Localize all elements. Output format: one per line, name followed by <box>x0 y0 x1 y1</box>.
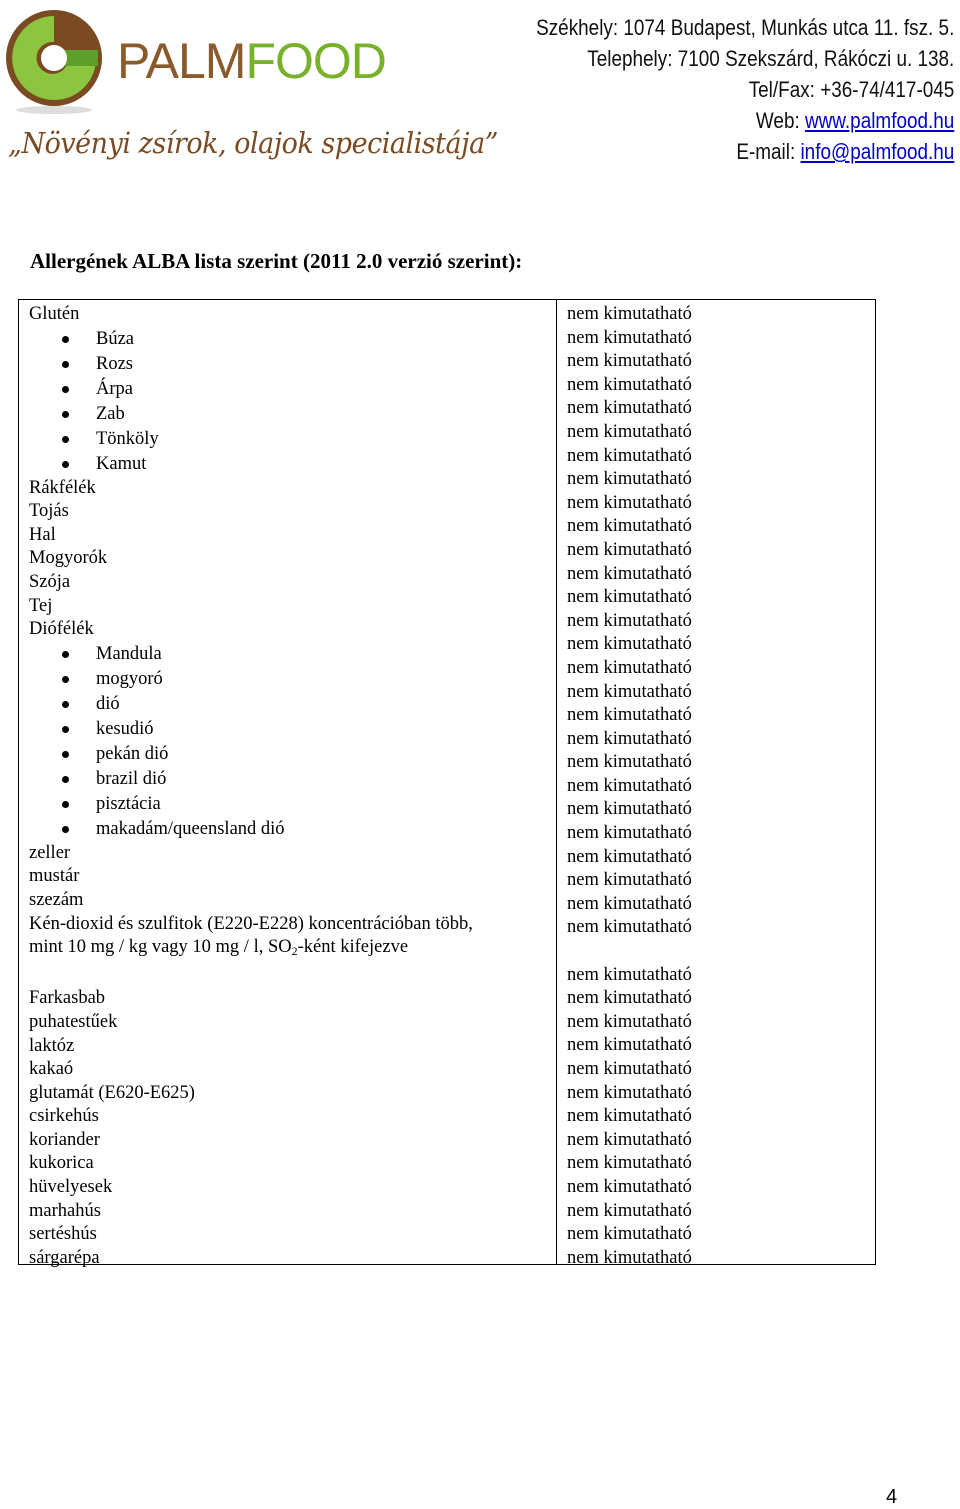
company-logo <box>2 6 499 166</box>
allergen-item <box>29 1176 549 1200</box>
status-cell <box>567 798 867 822</box>
sulfite-line2b: -ként kifejezve <box>297 937 409 958</box>
phone-fax: Tel/Fax: +36-74/417-045 <box>748 77 954 102</box>
allergen-item <box>29 524 549 548</box>
allergen-item <box>29 1011 549 1035</box>
row-label: nem kimutatható <box>567 1200 692 1221</box>
allergen-subitem <box>29 767 549 792</box>
allergen-item <box>29 1058 549 1082</box>
row-label: nem kimutatható <box>567 587 692 608</box>
allergen-item <box>29 987 549 1011</box>
row-label: Mandula <box>96 643 162 664</box>
row-label: nem kimutatható <box>567 1129 692 1150</box>
row-label: nem kimutatható <box>567 1035 692 1056</box>
status-cell <box>567 1058 867 1082</box>
row-label: nem kimutatható <box>567 421 692 442</box>
status-cell <box>567 822 867 846</box>
status-cell <box>567 704 867 728</box>
status-cell <box>567 681 867 705</box>
slogan: „Növényi zsírok, olajok specialistája” <box>8 126 499 160</box>
row-label: nem kimutatható <box>567 1059 692 1079</box>
row-label: Kamut <box>96 453 147 474</box>
row-label: nem kimutatható <box>567 327 692 348</box>
site-address: Telephely: 7100 Szekszárd, Rákóczi u. 138. <box>586 46 954 71</box>
row-label: mogyoró <box>96 668 163 689</box>
row-label: Glutén <box>29 304 80 324</box>
row-label: nem kimutatható <box>567 374 692 395</box>
row-label: csirkehús <box>29 1106 99 1127</box>
allergen-column <box>29 303 549 1270</box>
status-cell <box>567 539 867 563</box>
row-label: nem kimutatható <box>567 988 692 1009</box>
row-label: nem kimutatható <box>567 823 692 844</box>
row-label: nem kimutatható <box>567 516 692 537</box>
allergen-item <box>29 1223 549 1247</box>
allergen-subitem <box>29 717 549 742</box>
bullet-icon <box>62 726 69 733</box>
sulfite-line2a: mint 10 mg / kg vagy 10 mg / l, SO <box>29 937 292 958</box>
status-cell <box>567 987 867 1011</box>
allergen-item <box>29 1200 549 1224</box>
bullet-icon <box>62 386 69 393</box>
allergen-item <box>29 889 549 913</box>
brand-name <box>117 33 386 89</box>
row-label: nem kimutatható <box>567 445 692 466</box>
brand-name-part1: PALM <box>117 33 246 89</box>
status-cell <box>567 1152 867 1176</box>
row-label: koriander <box>29 1129 100 1150</box>
row-label: sárgarépa <box>29 1247 100 1268</box>
row-label: pisztácia <box>96 793 161 814</box>
row-label: nem kimutatható <box>567 563 692 584</box>
row-label: zeller <box>29 842 71 863</box>
status-cell <box>567 893 867 917</box>
sulfite-line1: Kén-dioxid és szulfitok (E220-E228) koncentrációban több, <box>29 913 473 934</box>
row-label: Búza <box>96 328 135 349</box>
row-label: nem kimutatható <box>567 1224 692 1245</box>
row-label: Tojás <box>29 501 69 522</box>
page-title: Allergének ALBA lista szerint (2011 2.0 verzió szerint): <box>30 249 523 273</box>
allergen-subitem <box>29 352 549 377</box>
row-label: nem kimutatható <box>567 1011 692 1032</box>
row-gap <box>567 940 867 964</box>
allergen-list-1 <box>29 303 549 913</box>
brand-name-part2: FOOD <box>245 33 386 89</box>
status-cell <box>567 1200 867 1224</box>
row-label: hüvelyesek <box>29 1177 113 1198</box>
allergen-item <box>29 842 549 866</box>
status-cell <box>567 1223 867 1247</box>
status-cell <box>567 586 867 610</box>
row-label: nem kimutatható <box>567 752 692 773</box>
row-label: kukorica <box>29 1153 94 1174</box>
allergen-subitem <box>29 452 549 477</box>
status-cell <box>567 350 867 374</box>
row-label: Árpa <box>96 378 133 399</box>
status-cell <box>567 445 867 469</box>
status-list-1 <box>567 303 867 940</box>
row-label: nem kimutatható <box>567 681 692 702</box>
row-label: pekán dió <box>96 743 169 764</box>
bullet-icon <box>62 361 69 368</box>
status-cell <box>567 916 867 940</box>
email-label: E-mail: <box>736 139 801 164</box>
allergen-item <box>29 547 549 571</box>
status-cell <box>567 421 867 445</box>
row-label: nem kimutatható <box>567 1247 692 1268</box>
row-label: mustár <box>29 866 80 887</box>
status-cell <box>567 563 867 587</box>
row-label: Farkasbab <box>29 988 106 1009</box>
allergen-subitem <box>29 377 549 402</box>
sulfite-subscript: 2 <box>291 944 298 959</box>
headquarters-address: Székhely: 1074 Budapest, Munkás utca 11. fsz. 5. <box>535 15 954 40</box>
status-cell <box>567 846 867 870</box>
allergen-item <box>29 618 549 642</box>
status-cell <box>567 751 867 775</box>
row-label: Tej <box>29 595 53 616</box>
row-label: brazil dió <box>96 768 167 789</box>
status-list-2 <box>567 964 867 1271</box>
row-label: makadám/queensland dió <box>96 818 285 839</box>
status-cell <box>567 397 867 421</box>
allergen-item <box>29 1247 549 1271</box>
status-cell <box>567 610 867 634</box>
row-label: glutamát (E620-E625) <box>29 1082 195 1103</box>
row-label: Mogyorók <box>29 548 108 569</box>
row-label: Diófélék <box>29 619 94 640</box>
status-cell <box>567 303 867 327</box>
row-label: nem kimutatható <box>567 1106 692 1127</box>
allergen-item <box>29 1035 549 1059</box>
status-cell <box>567 728 867 752</box>
allergen-table <box>18 299 876 1268</box>
row-label: Hal <box>29 524 56 545</box>
bullet-icon <box>62 701 69 708</box>
row-label: kesudió <box>96 718 154 739</box>
status-cell <box>567 327 867 351</box>
row-label: nem kimutatható <box>567 539 692 560</box>
allergen-subitem <box>29 667 549 692</box>
row-label: nem kimutatható <box>567 846 692 867</box>
web-line <box>536 105 954 136</box>
status-cell <box>567 657 867 681</box>
row-label: sertéshús <box>29 1224 97 1245</box>
bullet-icon <box>62 826 69 833</box>
email-line <box>536 136 954 167</box>
allergen-item <box>29 595 549 619</box>
status-cell <box>567 468 867 492</box>
bullet-icon <box>62 436 69 443</box>
allergen-subitem <box>29 817 549 842</box>
status-cell <box>567 1082 867 1106</box>
contact-block <box>536 12 954 167</box>
row-label: kakaó <box>29 1059 74 1080</box>
row-label: Rozs <box>96 353 133 374</box>
status-cell <box>567 869 867 893</box>
row-label: laktóz <box>29 1035 75 1056</box>
row-label: nem kimutatható <box>567 917 692 938</box>
status-cell <box>567 374 867 398</box>
row-gap <box>29 964 549 988</box>
row-label: nem kimutatható <box>567 351 692 372</box>
allergen-subitem <box>29 642 549 667</box>
row-label: szezám <box>29 889 84 910</box>
page-number: 4 <box>886 1486 898 1508</box>
row-label: nem kimutatható <box>567 634 692 655</box>
allergen-subitem <box>29 327 549 352</box>
allergen-subitem <box>29 427 549 452</box>
status-cell <box>567 515 867 539</box>
row-label: marhahús <box>29 1200 101 1221</box>
allergen-item <box>29 1129 549 1153</box>
allergen-subitem <box>29 742 549 767</box>
status-cell <box>567 775 867 799</box>
row-label: Rákfélék <box>29 477 96 498</box>
row-label: nem kimutatható <box>567 1082 692 1103</box>
row-label: nem kimutatható <box>567 492 692 513</box>
allergen-subitem <box>29 792 549 817</box>
row-label: nem kimutatható <box>567 1176 692 1197</box>
bullet-icon <box>62 776 69 783</box>
sulfite-row <box>29 913 549 964</box>
bullet-icon <box>62 336 69 343</box>
row-label: Zab <box>96 403 125 424</box>
bullet-icon <box>62 411 69 418</box>
status-cell <box>567 1176 867 1200</box>
row-label: nem kimutatható <box>567 705 692 726</box>
status-cell <box>567 492 867 516</box>
row-label: nem kimutatható <box>567 799 692 820</box>
bullet-icon <box>62 751 69 758</box>
allergen-subitem <box>29 692 549 717</box>
row-label: nem kimutatható <box>567 610 692 631</box>
palmfood-logo-icon <box>2 6 112 116</box>
allergen-list-2 <box>29 987 549 1270</box>
row-label: nem kimutatható <box>567 1153 692 1174</box>
row-label: Szója <box>29 571 71 592</box>
row-label: nem kimutatható <box>567 657 692 678</box>
row-label: nem kimutatható <box>567 304 692 324</box>
allergen-item <box>29 571 549 595</box>
web-label: Web: <box>755 108 805 133</box>
row-label: nem kimutatható <box>567 775 692 796</box>
bullet-icon <box>62 676 69 683</box>
row-label: nem kimutatható <box>567 398 692 419</box>
status-cell <box>567 633 867 657</box>
status-cell <box>567 1129 867 1153</box>
row-label: Tönköly <box>96 428 159 449</box>
bullet-icon <box>62 461 69 468</box>
allergen-item <box>29 477 549 501</box>
bullet-icon <box>62 801 69 808</box>
allergen-item <box>29 1082 549 1106</box>
row-label: nem kimutatható <box>567 870 692 891</box>
row-label: dió <box>96 693 120 714</box>
row-label: nem kimutatható <box>567 469 692 490</box>
allergen-item <box>29 865 549 889</box>
column-divider <box>556 300 557 1264</box>
allergen-item <box>29 303 549 327</box>
allergen-item <box>29 1152 549 1176</box>
allergen-subitem <box>29 402 549 427</box>
status-cell <box>567 964 867 988</box>
bullet-icon <box>62 651 69 658</box>
allergen-item <box>29 500 549 524</box>
allergen-item <box>29 1105 549 1129</box>
row-label: nem kimutatható <box>567 728 692 749</box>
status-cell <box>567 1105 867 1129</box>
row-label: nem kimutatható <box>567 964 692 985</box>
email-link[interactable]: info@palmfood.hu <box>800 139 954 164</box>
status-cell <box>567 1247 867 1271</box>
row-label: nem kimutatható <box>567 893 692 914</box>
status-cell <box>567 1011 867 1035</box>
row-label: puhatestűek <box>29 1011 118 1032</box>
status-cell <box>567 1034 867 1058</box>
web-link[interactable]: www.palmfood.hu <box>804 108 954 133</box>
status-column <box>567 303 867 1270</box>
